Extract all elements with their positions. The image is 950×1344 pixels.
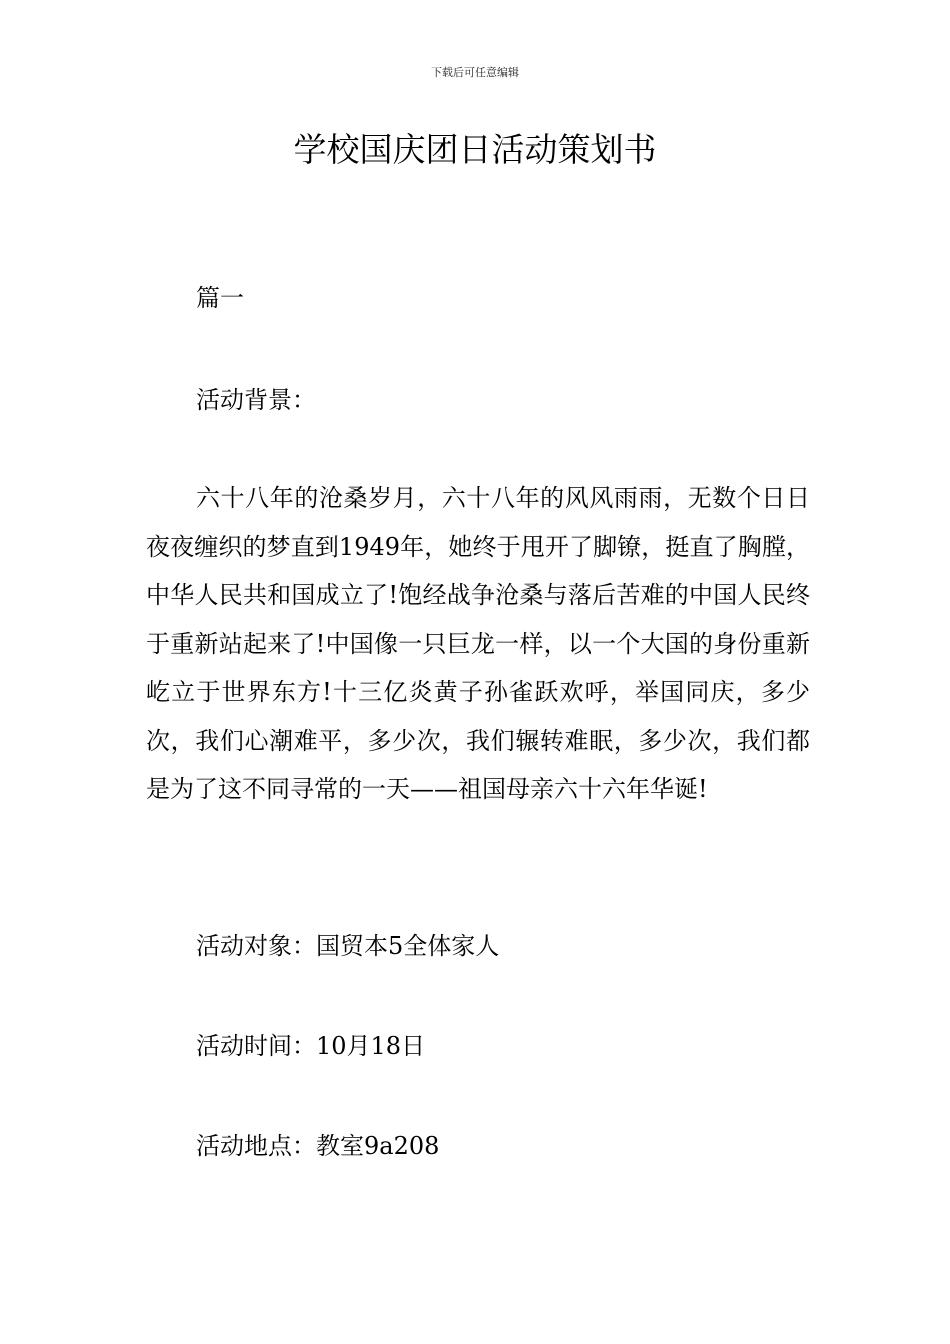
section-label: 篇一 [196, 284, 244, 312]
activity-target: 活动对象：国贸本5全体家人 [196, 932, 500, 960]
background-paragraph: 六十八年的沧桑岁月，六十八年的风风雨雨，无数个日日夜夜缠织的梦直到1949年，她终于甩开了脚镣，挺直了胸膛，中华人民共和国成立了!饱经战争沧桑与落后苦难的中国人民终于重新站起来了!中国像一只巨龙一样，以一个大国的身份重新屹立于世界东方!十三亿炎黄子孙雀跃欢呼，举国同庆，多少次，我们心潮难平，多少次，我们辗转难眠，多少次，我们都是为了这不同寻常的一天——祖国母亲六十六年华诞! [146, 484, 810, 803]
activity-time: 活动时间：10月18日 [196, 1032, 426, 1060]
activity-place: 活动地点：教室9a208 [196, 1132, 440, 1160]
document-title: 学校国庆团日活动策划书 [293, 130, 657, 169]
header-note: 下载后可任意编辑 [431, 66, 519, 79]
background-label: 活动背景： [196, 386, 316, 414]
